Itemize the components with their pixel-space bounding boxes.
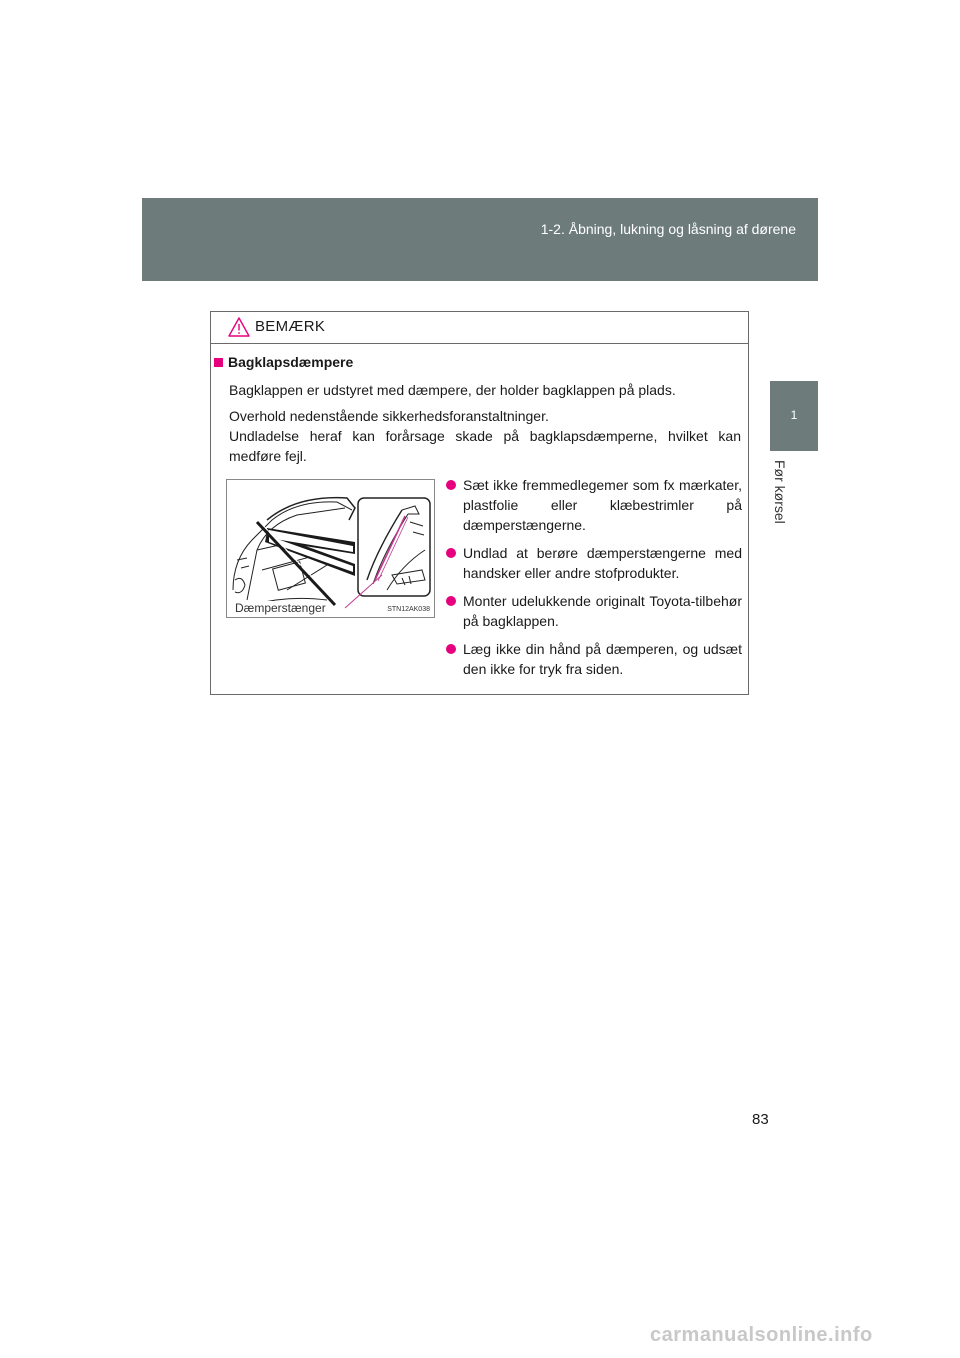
- intro-paragraph: Bagklappen er udstyret med dæmpere, der holder bagklappen på plads.: [229, 382, 676, 398]
- bullet-dot-icon: [446, 548, 456, 558]
- notice-box: [210, 311, 749, 695]
- notice-title: BEMÆRK: [255, 318, 326, 335]
- notice-header: [211, 312, 748, 344]
- list-item: [446, 475, 742, 535]
- list-item-text: Monter udelukkende originalt Toyota-tilbehør på bagklappen.: [463, 593, 742, 629]
- section-heading: 1-2. Åbning, lukning og låsning af dørene: [540, 221, 796, 237]
- list-item: [446, 591, 742, 631]
- list-item-text: Undlad at berøre dæmperstængerne med handsker eller andre stofprodukter.: [463, 545, 742, 581]
- square-bullet-icon: [214, 358, 223, 367]
- bullet-dot-icon: [446, 644, 456, 654]
- chapter-tab: [770, 381, 818, 451]
- precaution-list: [446, 475, 742, 687]
- list-item: [446, 639, 742, 679]
- precaution-intro: Overhold nedenstående sikkerhedsforanstaltninger.: [229, 408, 549, 424]
- section-title-text: Bagklapsdæmpere: [228, 354, 354, 370]
- chapter-label: [772, 460, 810, 560]
- watermark: carmanualsonline.info: [650, 1324, 873, 1346]
- section-title: [214, 354, 353, 370]
- tailgate-damper-drawing: [227, 480, 435, 618]
- list-item: [446, 543, 742, 583]
- chapter-label-text: Før kørsel: [772, 460, 788, 524]
- list-item-text: Læg ikke din hånd på dæmperen, og udsæt den ikke for tryk fra siden.: [463, 641, 742, 677]
- page-header: [142, 198, 818, 281]
- bullet-dot-icon: [446, 596, 456, 606]
- figure-code: STN12AK038: [387, 606, 430, 613]
- figure-caption: Dæmperstænger: [235, 601, 326, 615]
- page-number: 83: [752, 1111, 769, 1128]
- list-item-text: Sæt ikke fremmedlegemer som fx mærkater, plastfolie eller klæbestrimler på dæmperstængerne.: [463, 477, 742, 533]
- chapter-number: 1: [790, 408, 798, 422]
- bullet-dot-icon: [446, 480, 456, 490]
- damper-illustration: [226, 479, 435, 618]
- warning-triangle-icon: [228, 317, 250, 337]
- precaution-warning: Undladelse heraf kan forårsage skade på bagklapsdæmperne, hvilket kan medføre fejl.: [229, 428, 741, 464]
